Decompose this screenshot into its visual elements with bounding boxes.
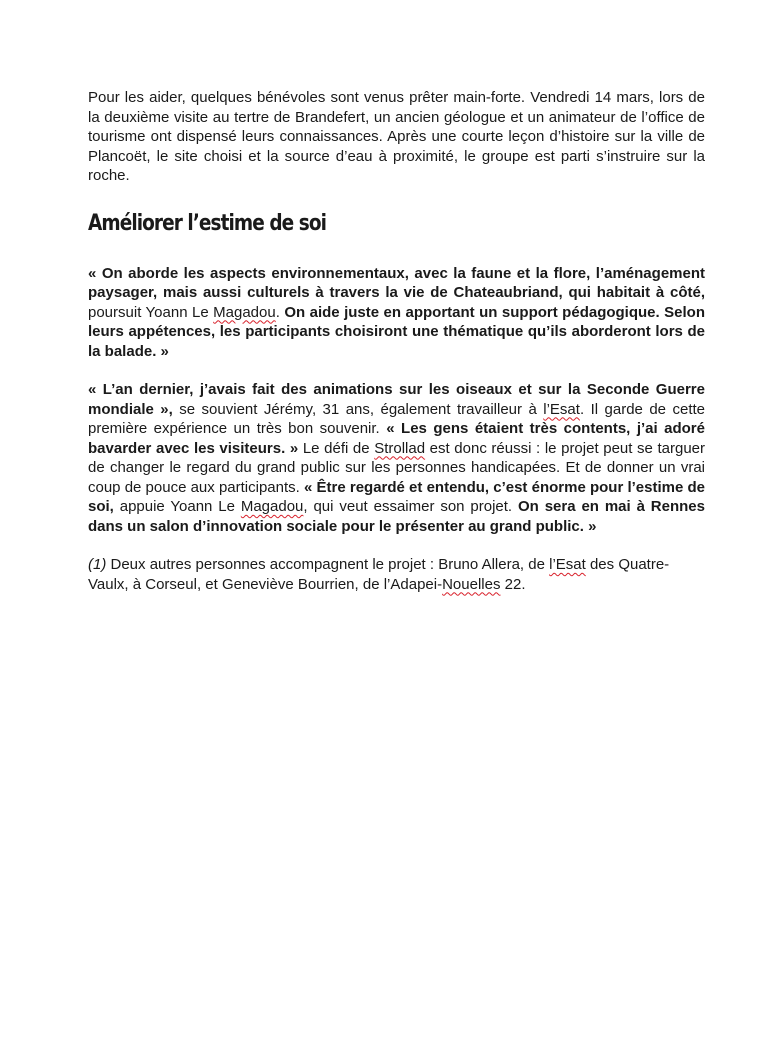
- quote-text: « On aborde les aspects environnementaux, avec la faune et la flore, l’aménagement paysager, mais aussi culturels à travers la vie de Chateaubriand, qui habitait à côté,: [88, 264, 705, 301]
- document-page: [88, 88, 705, 613]
- body-text: 22.: [500, 575, 526, 593]
- quote-text: On aide juste en apportant un support pédagogique. Selon leurs appétences, les participants choisiront une thématique qu’ils aborderont lors de la balade. »: [88, 303, 705, 360]
- misspelled-word[interactable]: Nouelles: [442, 575, 501, 593]
- body-text: poursuit Yoann Le: [88, 303, 214, 321]
- footnote-marker: (1): [88, 556, 107, 573]
- quote-text: « Les gens étaient très contents, j’ai adoré bavarder avec les visiteurs. »: [88, 420, 705, 457]
- quote-paragraph-2: [88, 380, 705, 536]
- intro-paragraph: Pour les aider, quelques bénévoles sont venus prêter main-forte. Vendredi 14 mars, lors de la deuxième visite au tertre de Brandefert, un ancien géologue et un animateur de l’office de tourisme ont dispensé leurs connaissances. Après une courte leçon d’histoire sur la ville de Plancoët, le site choisi et la source d’eau à proximité, le groupe est parti s’instruire sur la roche.: [88, 89, 705, 184]
- quote-text: « Être regardé et entendu, c’est énorme pour l’estime de soi,: [88, 478, 705, 515]
- quote-text: « L’an dernier, j’avais fait des animations sur les oiseaux et sur la Seconde Guerre mondiale »,: [88, 381, 705, 418]
- body-text: Le défi de: [298, 439, 375, 457]
- body-text: des Quatre-Vaulx, à Corseul, et Geneviève Bourrien, de l’Adapei-: [88, 556, 670, 593]
- body-text: Deux autres personnes accompagnent le projet : Bruno Allera, de: [106, 556, 550, 573]
- body-text: est donc réussi : le projet peut se targuer de changer le regard du grand public sur les personnes handicapées. Et de donner un vrai coup de pouce aux participants.: [88, 439, 705, 496]
- misspelled-word[interactable]: l’Esat: [543, 400, 580, 418]
- quote-paragraph-1: [88, 264, 705, 362]
- misspelled-word[interactable]: Strollad: [374, 439, 426, 457]
- misspelled-word[interactable]: Magadou: [213, 303, 276, 321]
- misspelled-word[interactable]: Magadou: [240, 498, 304, 515]
- body-text: .: [275, 303, 285, 321]
- body-text: appuie Yoann Le: [113, 498, 241, 515]
- section-heading: Améliorer l’estime de soi: [88, 210, 327, 236]
- body-text: , qui veut essaimer son projet.: [303, 498, 518, 515]
- misspelled-word[interactable]: l’Esat: [549, 556, 586, 573]
- body-text: . Il garde de cette première expérience un très bon souvenir.: [88, 400, 705, 437]
- footnote-paragraph: [88, 555, 705, 594]
- quote-text: On sera en mai à Rennes dans un salon d’innovation sociale pour le présenter au grand public. »: [88, 498, 705, 535]
- body-text: se souvient Jérémy, 31 ans, également travailleur à: [172, 400, 544, 418]
